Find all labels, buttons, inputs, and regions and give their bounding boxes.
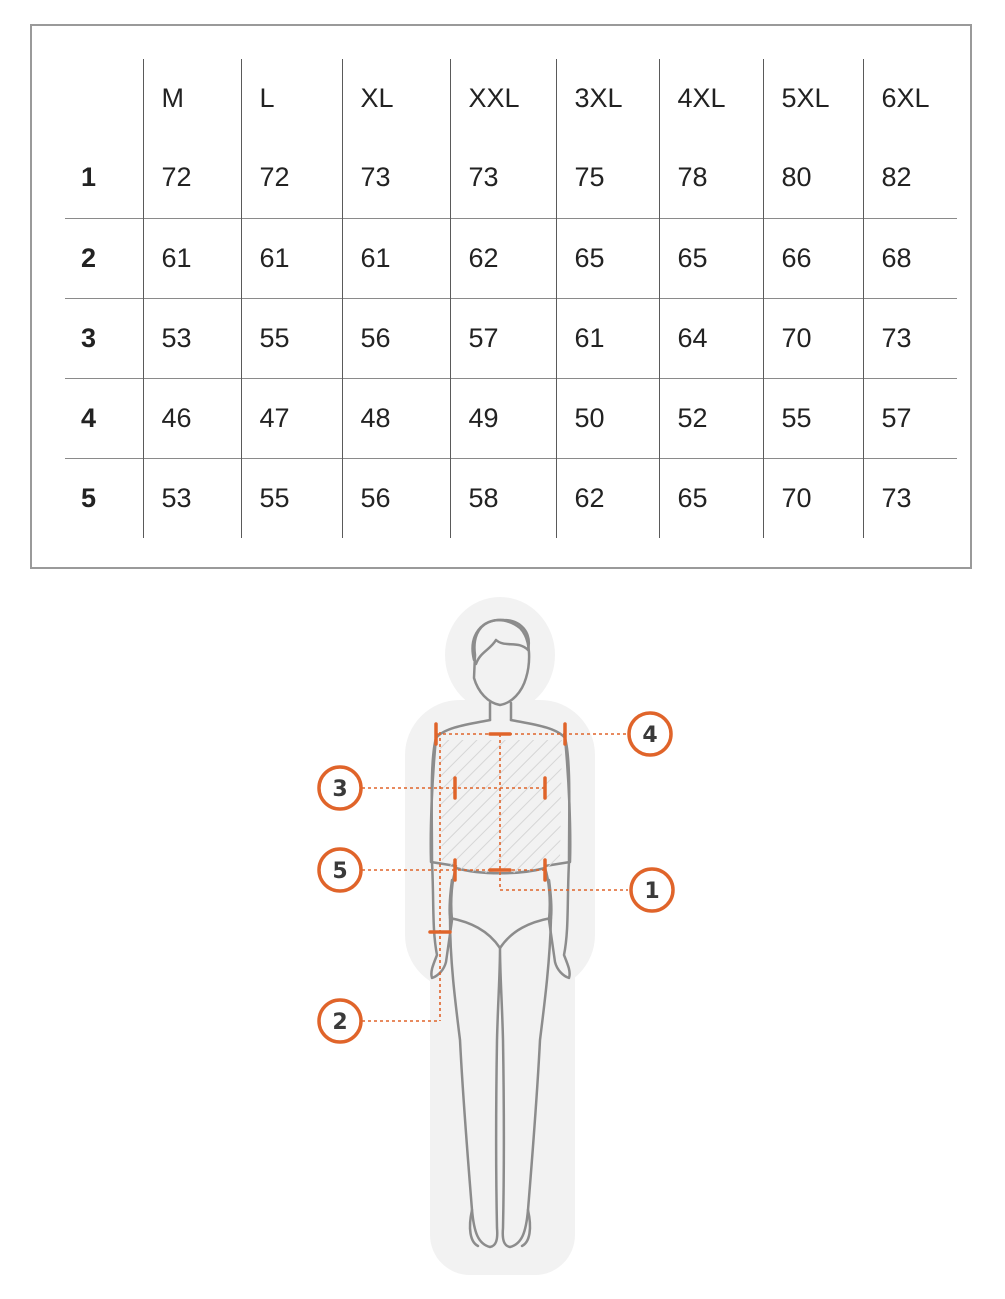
callout-4 <box>629 713 671 755</box>
table-cell: 61 <box>556 298 659 378</box>
table-cell: 49 <box>450 378 556 458</box>
body-measurement-diagram <box>0 590 1005 1290</box>
callout-label-3: 3 <box>332 777 348 802</box>
row-label: 5 <box>65 458 143 538</box>
table-cell: 64 <box>659 298 763 378</box>
table-cell: 52 <box>659 378 763 458</box>
size-chart-table <box>65 59 957 538</box>
table-cell: 65 <box>659 458 763 538</box>
table-cell: 53 <box>143 298 241 378</box>
table-cell: 72 <box>143 138 241 218</box>
column-header-m: M <box>143 59 241 138</box>
size-chart-frame <box>30 24 972 569</box>
column-header-6xl: 6XL <box>863 59 957 138</box>
table-row <box>65 298 957 378</box>
table-cell: 66 <box>763 218 863 298</box>
table-cell: 61 <box>342 218 450 298</box>
table-cell: 72 <box>241 138 342 218</box>
callout-1 <box>631 869 673 911</box>
row-label: 4 <box>65 378 143 458</box>
table-cell: 68 <box>863 218 957 298</box>
corner-cell <box>65 59 143 138</box>
table-row <box>65 458 957 538</box>
callout-5 <box>319 849 361 891</box>
table-cell: 73 <box>863 298 957 378</box>
table-row <box>65 378 957 458</box>
table-cell: 65 <box>659 218 763 298</box>
callout-label-2: 2 <box>332 1010 348 1035</box>
table-cell: 46 <box>143 378 241 458</box>
table-cell: 47 <box>241 378 342 458</box>
table-cell: 57 <box>450 298 556 378</box>
column-header-l: L <box>241 59 342 138</box>
table-cell: 73 <box>863 458 957 538</box>
table-cell: 61 <box>241 218 342 298</box>
column-header-3xl: 3XL <box>556 59 659 138</box>
row-label: 2 <box>65 218 143 298</box>
table-row <box>65 218 957 298</box>
table-row <box>65 138 957 218</box>
row-label: 3 <box>65 298 143 378</box>
column-header-xl: XL <box>342 59 450 138</box>
shirt-hatch <box>440 740 562 873</box>
table-cell: 70 <box>763 298 863 378</box>
table-cell: 50 <box>556 378 659 458</box>
callout-label-4: 4 <box>642 723 658 748</box>
table-cell: 62 <box>450 218 556 298</box>
table-cell: 55 <box>241 298 342 378</box>
table-cell: 56 <box>342 298 450 378</box>
table-cell: 73 <box>342 138 450 218</box>
column-header-4xl: 4XL <box>659 59 763 138</box>
column-header-5xl: 5XL <box>763 59 863 138</box>
callout-3 <box>319 767 361 809</box>
callout-label-5: 5 <box>332 859 348 884</box>
table-cell: 48 <box>342 378 450 458</box>
table-cell: 57 <box>863 378 957 458</box>
table-cell: 70 <box>763 458 863 538</box>
table-cell: 61 <box>143 218 241 298</box>
row-label: 1 <box>81 162 97 193</box>
table-cell: 73 <box>450 138 556 218</box>
table-cell: 62 <box>556 458 659 538</box>
table-cell: 55 <box>241 458 342 538</box>
callout-2 <box>319 1000 361 1042</box>
table-cell: 75 <box>556 138 659 218</box>
column-header-xxl: XXL <box>450 59 556 138</box>
table-cell: 58 <box>450 458 556 538</box>
table-header-row <box>65 59 957 138</box>
table-cell: 80 <box>763 138 863 218</box>
table-cell: 55 <box>763 378 863 458</box>
table-cell: 56 <box>342 458 450 538</box>
callout-label-1: 1 <box>644 879 660 904</box>
table-cell: 82 <box>863 138 957 218</box>
table-cell: 53 <box>143 458 241 538</box>
table-cell: 78 <box>659 138 763 218</box>
table-cell: 65 <box>556 218 659 298</box>
